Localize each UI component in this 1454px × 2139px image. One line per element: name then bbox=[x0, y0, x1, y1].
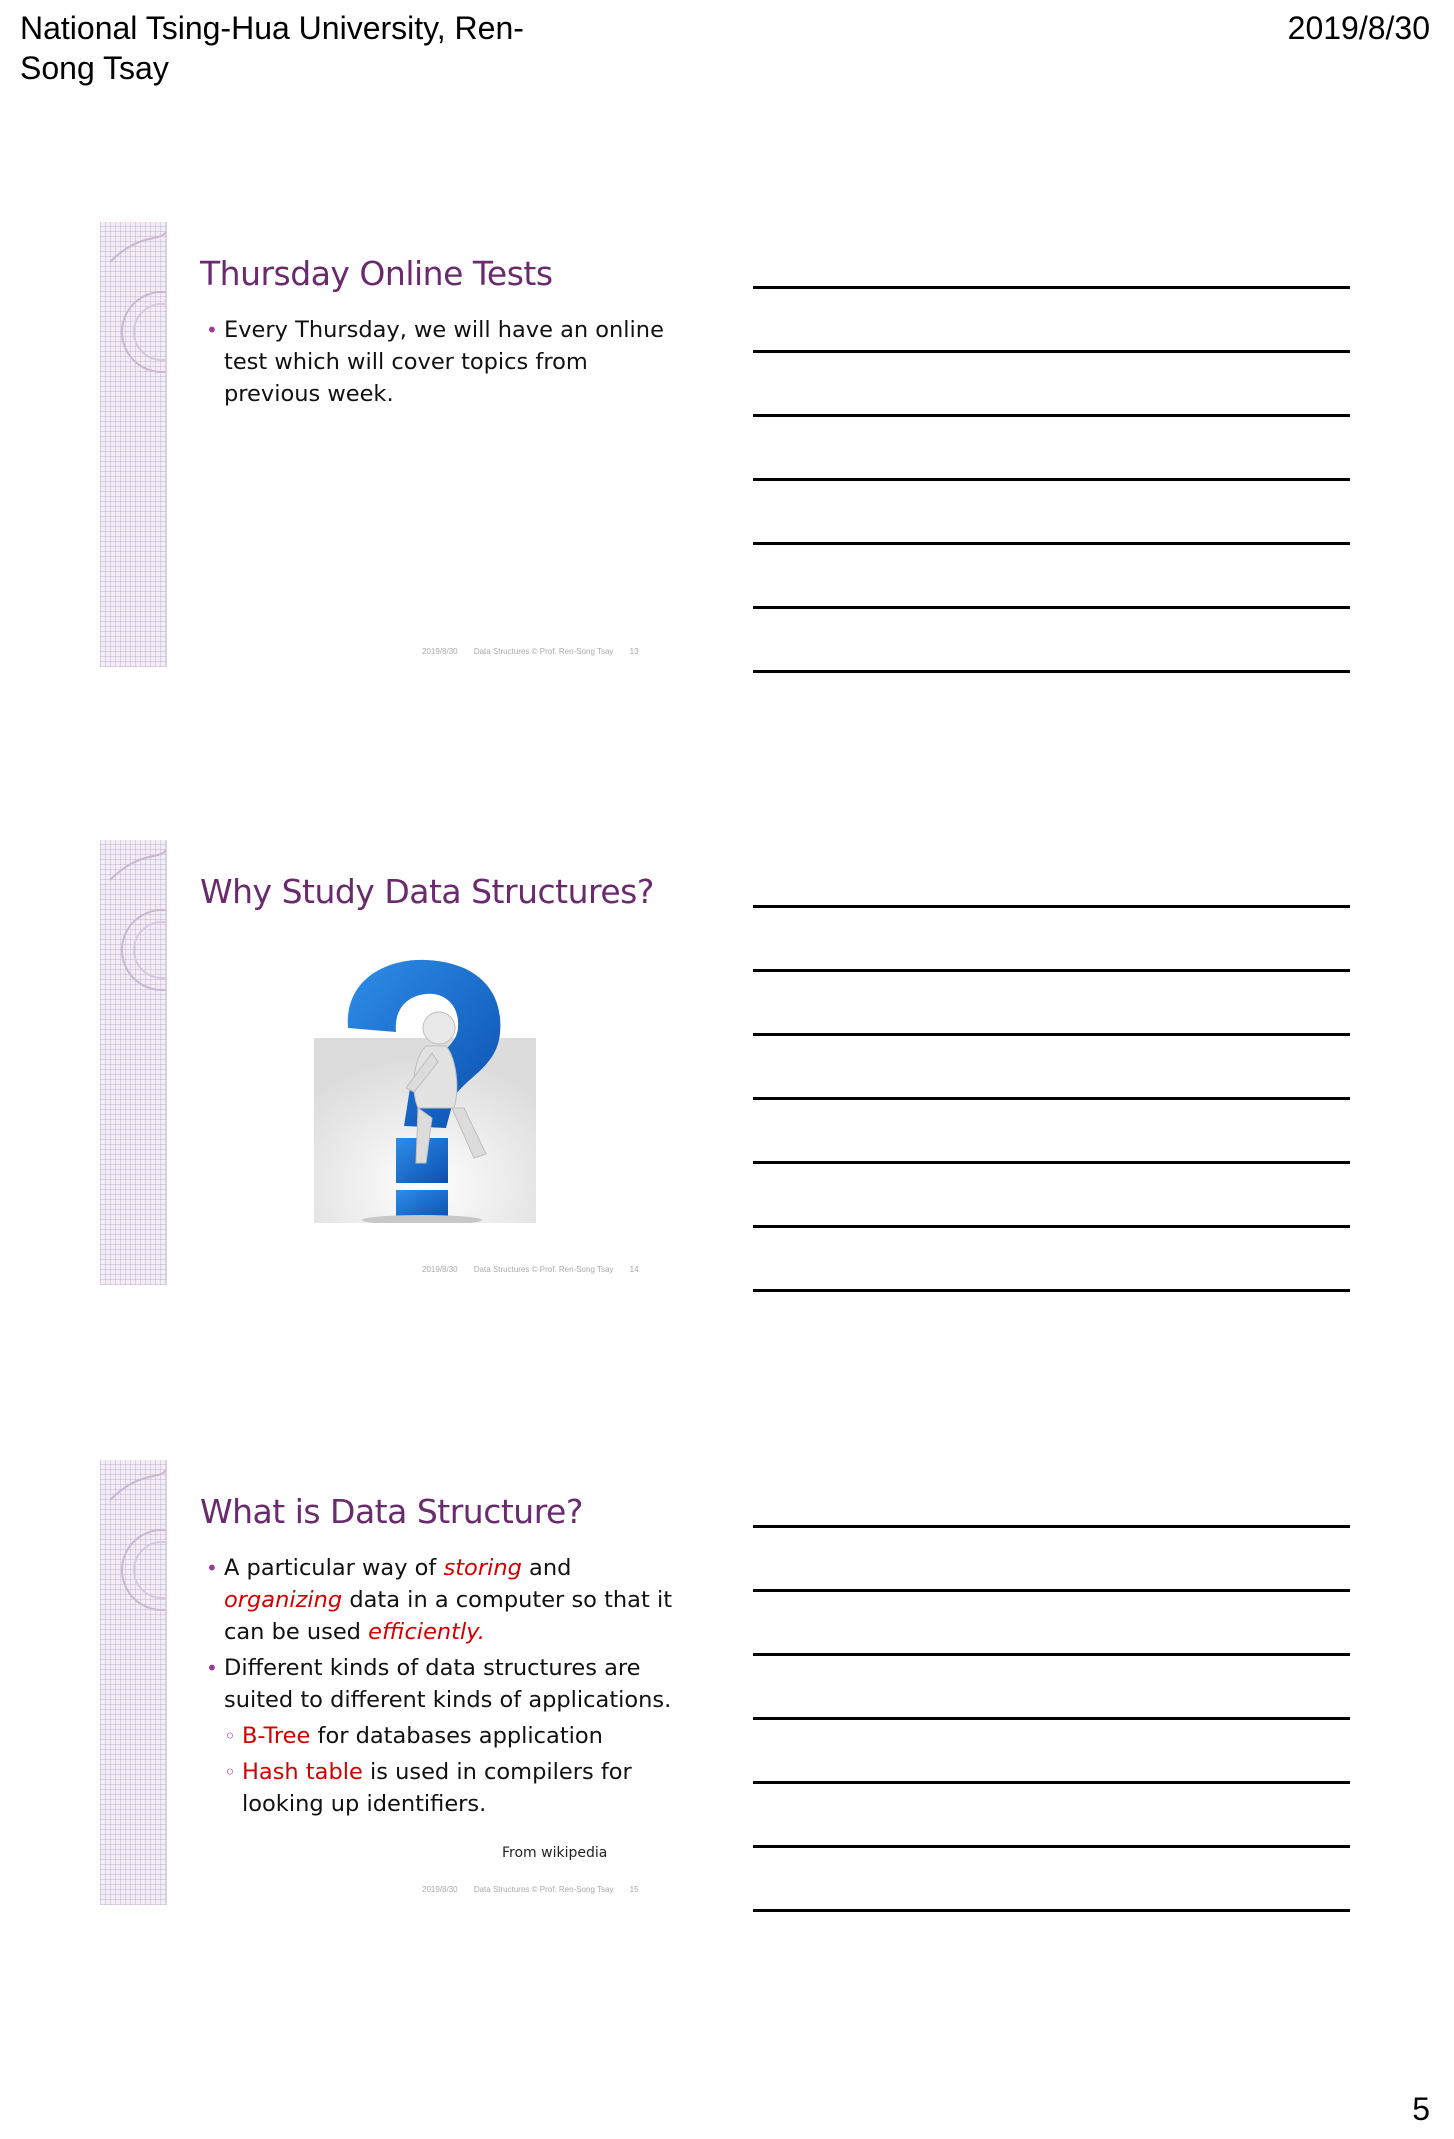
header-author: National Tsing-Hua University, Ren-Song Tsay bbox=[20, 10, 524, 86]
slide-15 bbox=[100, 1460, 690, 1905]
slide-footer bbox=[422, 647, 653, 656]
slide-title: Why Study Data Structures? bbox=[200, 872, 654, 911]
note-line bbox=[753, 1225, 1350, 1228]
bullet-item: • A particular way of storing and organizing data in a computer so that it can be used efficiently. bbox=[206, 1552, 686, 1648]
footer-date: 2019/8/30 bbox=[422, 1265, 458, 1274]
slide-decoration-strip bbox=[100, 840, 167, 1285]
slide-title: What is Data Structure? bbox=[200, 1492, 583, 1531]
footer-number: 14 bbox=[629, 1265, 639, 1274]
slide-footer bbox=[422, 1265, 653, 1274]
note-line bbox=[753, 1717, 1350, 1720]
note-line bbox=[753, 1653, 1350, 1656]
note-line bbox=[753, 606, 1350, 609]
note-line bbox=[753, 1589, 1350, 1592]
note-line bbox=[753, 1845, 1350, 1848]
note-line bbox=[753, 542, 1350, 545]
note-line bbox=[753, 670, 1350, 673]
slide-14 bbox=[100, 840, 690, 1285]
footer-course: Data Structures © Prof. Ren-Song Tsay bbox=[473, 1885, 614, 1894]
footer-course: Data Structures © Prof. Ren-Song Tsay bbox=[473, 647, 614, 656]
note-line bbox=[753, 969, 1350, 972]
swirl-decoration-icon bbox=[100, 1460, 166, 1905]
bullet-item: • Every Thursday, we will have an online test which will cover topics from previous week. bbox=[206, 314, 686, 410]
note-line bbox=[753, 1161, 1350, 1164]
note-line bbox=[753, 1909, 1350, 1912]
note-line bbox=[753, 350, 1350, 353]
page-number: 5 bbox=[1412, 2091, 1430, 2127]
sub-bullet-item: ◦ B-Tree for databases application bbox=[206, 1720, 686, 1752]
source-note: From wikipedia bbox=[502, 1845, 608, 1861]
footer-date: 2019/8/30 bbox=[422, 1885, 458, 1894]
note-line bbox=[753, 1781, 1350, 1784]
slide-title: Thursday Online Tests bbox=[200, 254, 553, 293]
slide-decoration-strip bbox=[100, 1460, 167, 1905]
sub-bullet-item: ◦ Hash table is used in compilers for looking up identifiers. bbox=[206, 1756, 686, 1820]
footer-number: 13 bbox=[629, 647, 639, 656]
note-line bbox=[753, 1525, 1350, 1528]
footer-course: Data Structures © Prof. Ren-Song Tsay bbox=[473, 1265, 614, 1274]
note-line bbox=[753, 286, 1350, 289]
swirl-decoration-icon bbox=[100, 840, 166, 1285]
note-line bbox=[753, 1033, 1350, 1036]
slide-body bbox=[206, 314, 686, 414]
slide-footer bbox=[422, 1885, 653, 1894]
footer-date: 2019/8/30 bbox=[422, 647, 458, 656]
note-line bbox=[753, 478, 1350, 481]
slide-body bbox=[206, 1552, 686, 1824]
note-line bbox=[753, 1289, 1350, 1292]
bullet-item: • Different kinds of data structures are suited to different kinds of applications. bbox=[206, 1652, 686, 1716]
note-line bbox=[753, 1097, 1350, 1100]
footer-number: 15 bbox=[629, 1885, 639, 1894]
swirl-decoration-icon bbox=[100, 222, 166, 667]
question-mark-thinker-image bbox=[314, 958, 536, 1223]
note-line bbox=[753, 905, 1350, 908]
slide-decoration-strip bbox=[100, 222, 167, 667]
note-line bbox=[753, 414, 1350, 417]
header-date: 2019/8/30 bbox=[1287, 10, 1430, 46]
slide-13 bbox=[100, 222, 690, 667]
